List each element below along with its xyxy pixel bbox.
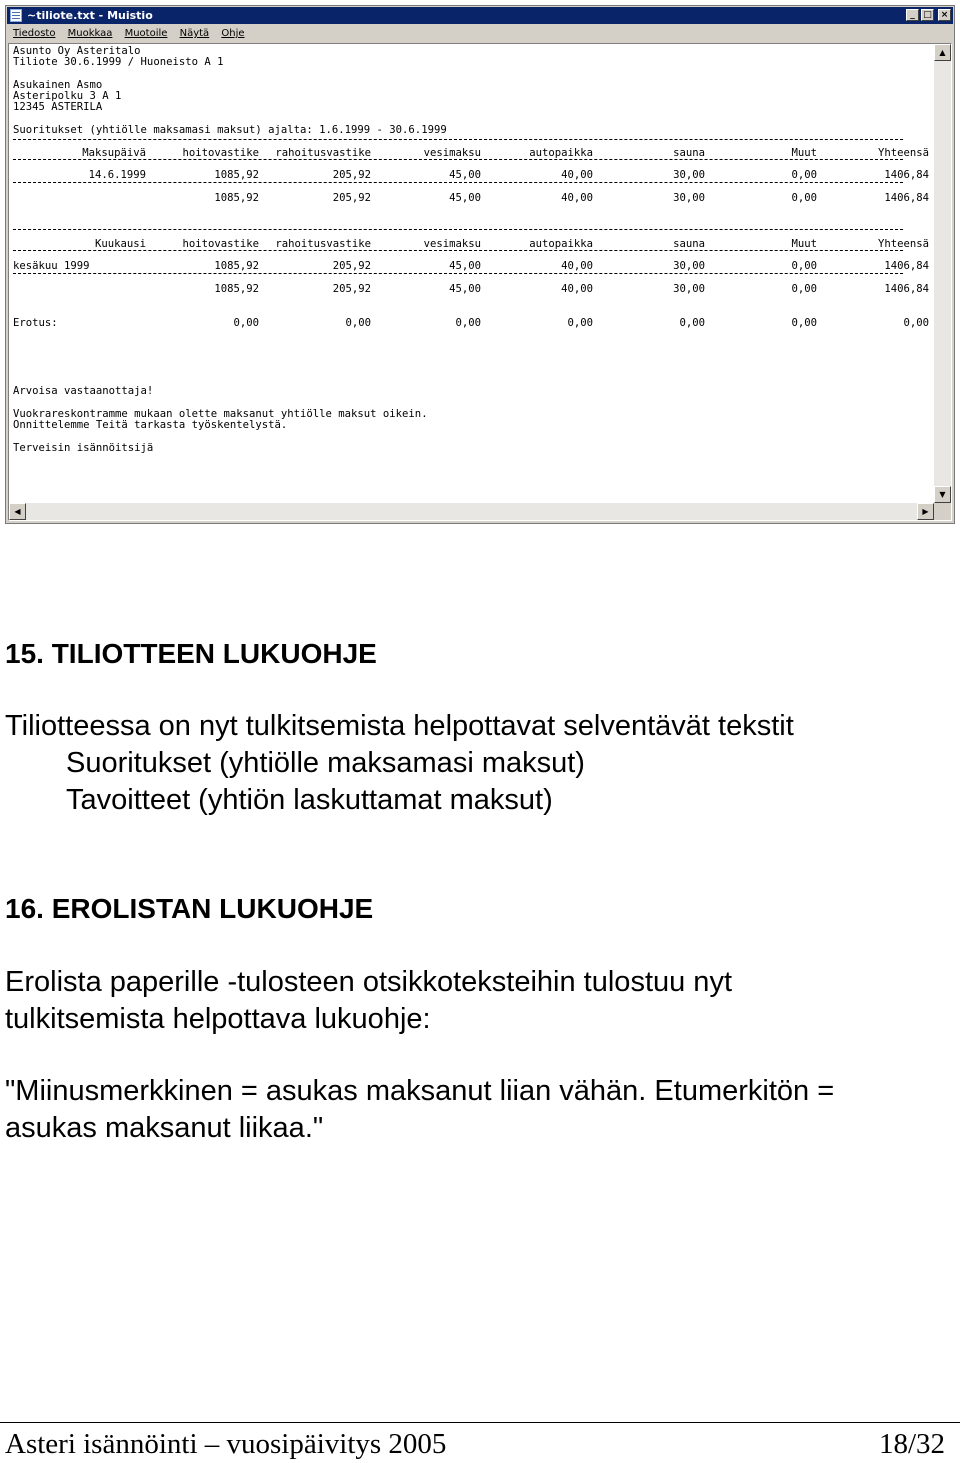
address-line: Asukainen Asmo — [13, 79, 103, 91]
table2-header-cell: hoitovastike — [182, 238, 259, 250]
divider — [13, 250, 903, 251]
page-number: 18/32 — [878, 1428, 945, 1460]
table2-total-cell: 0,00 — [791, 283, 817, 295]
table1-header-cell: sauna — [673, 147, 705, 159]
scroll-left-arrow-icon[interactable]: ◀ — [9, 503, 26, 520]
table2-header-cell: rahoitusvastike — [275, 238, 371, 250]
notepad-window — [5, 5, 955, 524]
table1-total-cell: 205,92 — [332, 192, 371, 204]
table2-total-cell: 30,00 — [673, 283, 705, 295]
address-line: Asteripolku 3 A 1 — [13, 90, 122, 102]
table2-row-cell: 1406,84 — [884, 260, 929, 272]
table2-row-cell: kesäkuu 1999 — [13, 260, 90, 272]
table2-row-cell: 205,92 — [332, 260, 371, 272]
table1-total-cell: 45,00 — [449, 192, 481, 204]
table2-total-cell: 1085,92 — [214, 283, 259, 295]
table2-header-cell: Yhteensä — [877, 238, 929, 250]
table2-header-cell: vesimaksu — [423, 238, 481, 250]
window-title: ~tiliote.txt - Muistio — [27, 9, 153, 22]
editor-content[interactable] — [13, 44, 931, 502]
table2-total-cell: 40,00 — [561, 283, 593, 295]
table1-total-cell: 0,00 — [791, 192, 817, 204]
closing-line: Vuokrareskontramme mukaan olette maksanut yhtiölle maksut oikein. — [13, 408, 428, 420]
table2-row-cell: 40,00 — [561, 260, 593, 272]
header-line: Tiliote 30.6.1999 / Huoneisto A 1 — [13, 56, 224, 68]
size-grip[interactable] — [934, 503, 951, 520]
section15-heading: 15. TILIOTTEEN LUKUOHJE — [5, 638, 377, 669]
table1-total-cell: 1406,84 — [884, 192, 929, 204]
address-line: 12345 ASTERILA — [13, 101, 103, 113]
table2-header-cell: Kuukausi — [94, 238, 146, 250]
divider — [13, 182, 903, 183]
menu-bar — [7, 25, 953, 42]
close-button[interactable]: × — [938, 9, 951, 21]
erotus-cell: 0,00 — [345, 317, 371, 329]
table2-header-cell: autopaikka — [529, 238, 593, 250]
suoritukset-title: Suoritukset (yhtiölle maksamasi maksut) ajalta: 1.6.1999 - 30.6.1999 — [13, 124, 447, 136]
menu-tiedosto[interactable]: Tiedosto — [13, 28, 56, 39]
section15-item: Suoritukset (yhtiölle maksamasi maksut) — [66, 747, 585, 779]
table2-row-cell: 0,00 — [791, 260, 817, 272]
table1-header-cell: Yhteensä — [877, 147, 929, 159]
footer-title: Asteri isännöinti – vuosipäivitys 2005 — [5, 1428, 447, 1460]
table2-row-cell: 1085,92 — [214, 260, 259, 272]
table2-header-cell: Muut — [791, 238, 817, 250]
section16-heading: 16. EROLISTAN LUKUOHJE — [5, 893, 374, 924]
erotus-cell: Erotus: — [13, 317, 58, 329]
erotus-cell: 0,00 — [791, 317, 817, 329]
table1-row-cell: 14.6.1999 — [88, 169, 146, 181]
section15-item: Tavoitteet (yhtiön laskuttamat maksut) — [66, 784, 553, 816]
title-bar[interactable] — [7, 7, 953, 24]
table2-total-cell: 205,92 — [332, 283, 371, 295]
erotus-cell: 0,00 — [233, 317, 259, 329]
menu-muokkaa[interactable]: Muokkaa — [67, 28, 113, 39]
section15-intro: Tiliotteessa on nyt tulkitsemista helpottavat selventävät tekstit — [5, 710, 794, 742]
scroll-down-arrow-icon[interactable]: ▼ — [934, 486, 951, 503]
closing-line: Onnittelemme Teitä tarkasta työskentelystä. — [13, 419, 288, 431]
scroll-up-arrow-icon[interactable]: ▲ — [934, 44, 951, 61]
closing-line: Arvoisa vastaanottaja! — [13, 385, 154, 397]
table1-total-cell: 1085,92 — [214, 192, 259, 204]
divider — [13, 139, 903, 140]
table1-row-cell: 1406,84 — [884, 169, 929, 181]
table2-row-cell: 30,00 — [673, 260, 705, 272]
table2-total-cell: 1406,84 — [884, 283, 929, 295]
footer-divider — [0, 1422, 960, 1423]
erotus-cell: 0,00 — [567, 317, 593, 329]
table1-header-cell: Muut — [791, 147, 817, 159]
divider — [13, 159, 903, 160]
table2-header-cell: sauna — [673, 238, 705, 250]
table1-header-cell: rahoitusvastike — [275, 147, 371, 159]
section16-paragraph: tulkitsemista helpottava lukuohje: — [5, 1003, 431, 1035]
notepad-icon — [10, 9, 22, 22]
table1-row-cell: 45,00 — [449, 169, 481, 181]
divider — [13, 273, 903, 274]
text-editor[interactable] — [8, 43, 952, 521]
menu-ohje[interactable]: Ohje — [221, 28, 245, 39]
table1-row-cell: 0,00 — [791, 169, 817, 181]
erotus-cell: 0,00 — [455, 317, 481, 329]
table1-total-cell: 40,00 — [561, 192, 593, 204]
table1-row-cell: 1085,92 — [214, 169, 259, 181]
menu-muotoile[interactable]: Muotoile — [124, 28, 168, 39]
header-line: Asunto Oy Asteritalo — [13, 45, 141, 57]
erotus-cell: 0,00 — [903, 317, 929, 329]
maximize-button[interactable]: □ — [921, 9, 934, 21]
table1-header-cell: autopaikka — [529, 147, 593, 159]
table2-row-cell: 45,00 — [449, 260, 481, 272]
table1-header-cell: hoitovastike — [182, 147, 259, 159]
closing-line: Terveisin isännöitsijä — [13, 442, 154, 454]
section16-quote: "Miinusmerkkinen = asukas maksanut liian vähän. Etumerkitön = — [5, 1075, 835, 1107]
scroll-right-arrow-icon[interactable]: ▶ — [917, 503, 934, 520]
section16-paragraph: Erolista paperille -tulosteen otsikkoteksteihin tulostuu nyt — [5, 966, 732, 998]
table1-row-cell: 40,00 — [561, 169, 593, 181]
menu-nayta[interactable]: Näytä — [179, 28, 210, 39]
minimize-button[interactable]: _ — [906, 9, 919, 21]
horizontal-scrollbar[interactable] — [9, 503, 934, 520]
table1-row-cell: 30,00 — [673, 169, 705, 181]
vertical-scrollbar[interactable] — [934, 44, 951, 503]
divider — [13, 229, 903, 230]
section16-quote: asukas maksanut liikaa." — [5, 1112, 324, 1144]
table1-row-cell: 205,92 — [332, 169, 371, 181]
table2-total-cell: 45,00 — [449, 283, 481, 295]
erotus-cell: 0,00 — [679, 317, 705, 329]
table1-header-cell: Maksupäivä — [82, 147, 146, 159]
table1-total-cell: 30,00 — [673, 192, 705, 204]
table1-header-cell: vesimaksu — [423, 147, 481, 159]
